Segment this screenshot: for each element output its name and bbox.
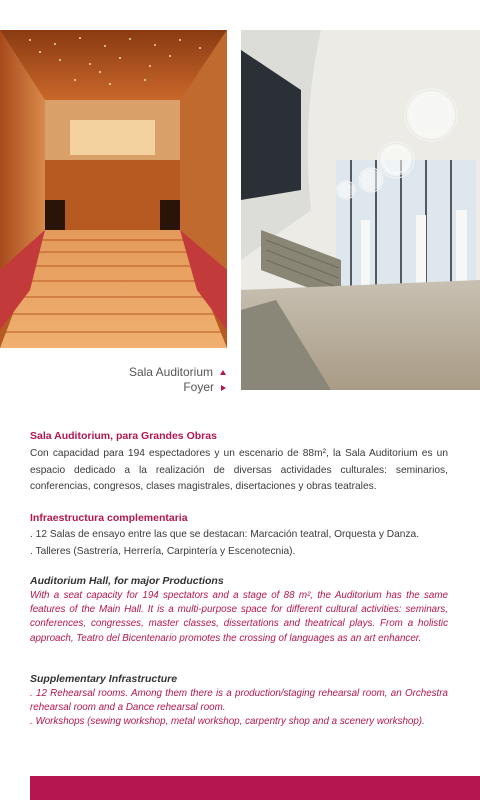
photo-captions xyxy=(129,365,226,395)
english-body: With a seat capacity for 194 spectators and a stage of 88 m², the Auditorium has the same features of the Main Hall. It is a multi-purpose space for different cultural activities: seminars, conferences, congresses, master classes, dissertations and theatrical plays. From a holistic approach, Teatro del Bicentenario promotes the crossing of languages as an art enhancer. xyxy=(30,590,448,644)
caption-auditorium-label: Sala Auditorium xyxy=(128,365,213,379)
arrow-right-icon xyxy=(221,385,226,391)
spanish-title: Sala Auditorium, para Grandes Obras xyxy=(30,430,217,442)
spanish-auditorium-section xyxy=(30,429,448,496)
footer-bar xyxy=(30,776,480,800)
caption-foyer xyxy=(129,380,226,395)
english-infra-title: Supplementary Infrastructure xyxy=(30,673,178,685)
caption-foyer-label: Foyer xyxy=(183,380,214,394)
english-auditorium-section xyxy=(30,574,448,646)
auditorium-photo xyxy=(0,30,227,348)
english-title: Auditorium Hall, for major Productions xyxy=(30,575,224,587)
spanish-infra-item: . 12 Salas de ensayo entre las que se destacan: Marcación teatral, Orquesta y Danza. xyxy=(30,529,420,540)
foyer-photo xyxy=(241,30,480,390)
arrow-up-icon xyxy=(220,370,226,375)
spanish-infra-title: Infraestructura complementaria xyxy=(30,512,188,524)
caption-auditorium xyxy=(129,365,226,380)
spanish-body: Con capacidad para 194 espectadores y un escenario de 88m², la Sala Auditorium es un espacio dedicado a la realización de diversas actividades culturales: seminarios, conferencias, congresos, clases magistrales, disertaciones y obras teatrales. xyxy=(30,448,448,492)
spanish-infra-item: . Talleres (Sastrería, Herrería, Carpintería y Escenotecnia). xyxy=(30,545,296,557)
english-infra-item: . 12 Rehearsal rooms. Among them there is a production/staging rehearsal room, an Orchestra rehearsal room and a Dance rehearsal room. xyxy=(30,688,448,714)
english-infra-section xyxy=(30,672,448,730)
spanish-infra-section xyxy=(30,511,448,560)
english-infra-item: . Workshops (sewing workshop, metal workshop, carpentry shop and a scenery workshop). xyxy=(30,716,425,728)
